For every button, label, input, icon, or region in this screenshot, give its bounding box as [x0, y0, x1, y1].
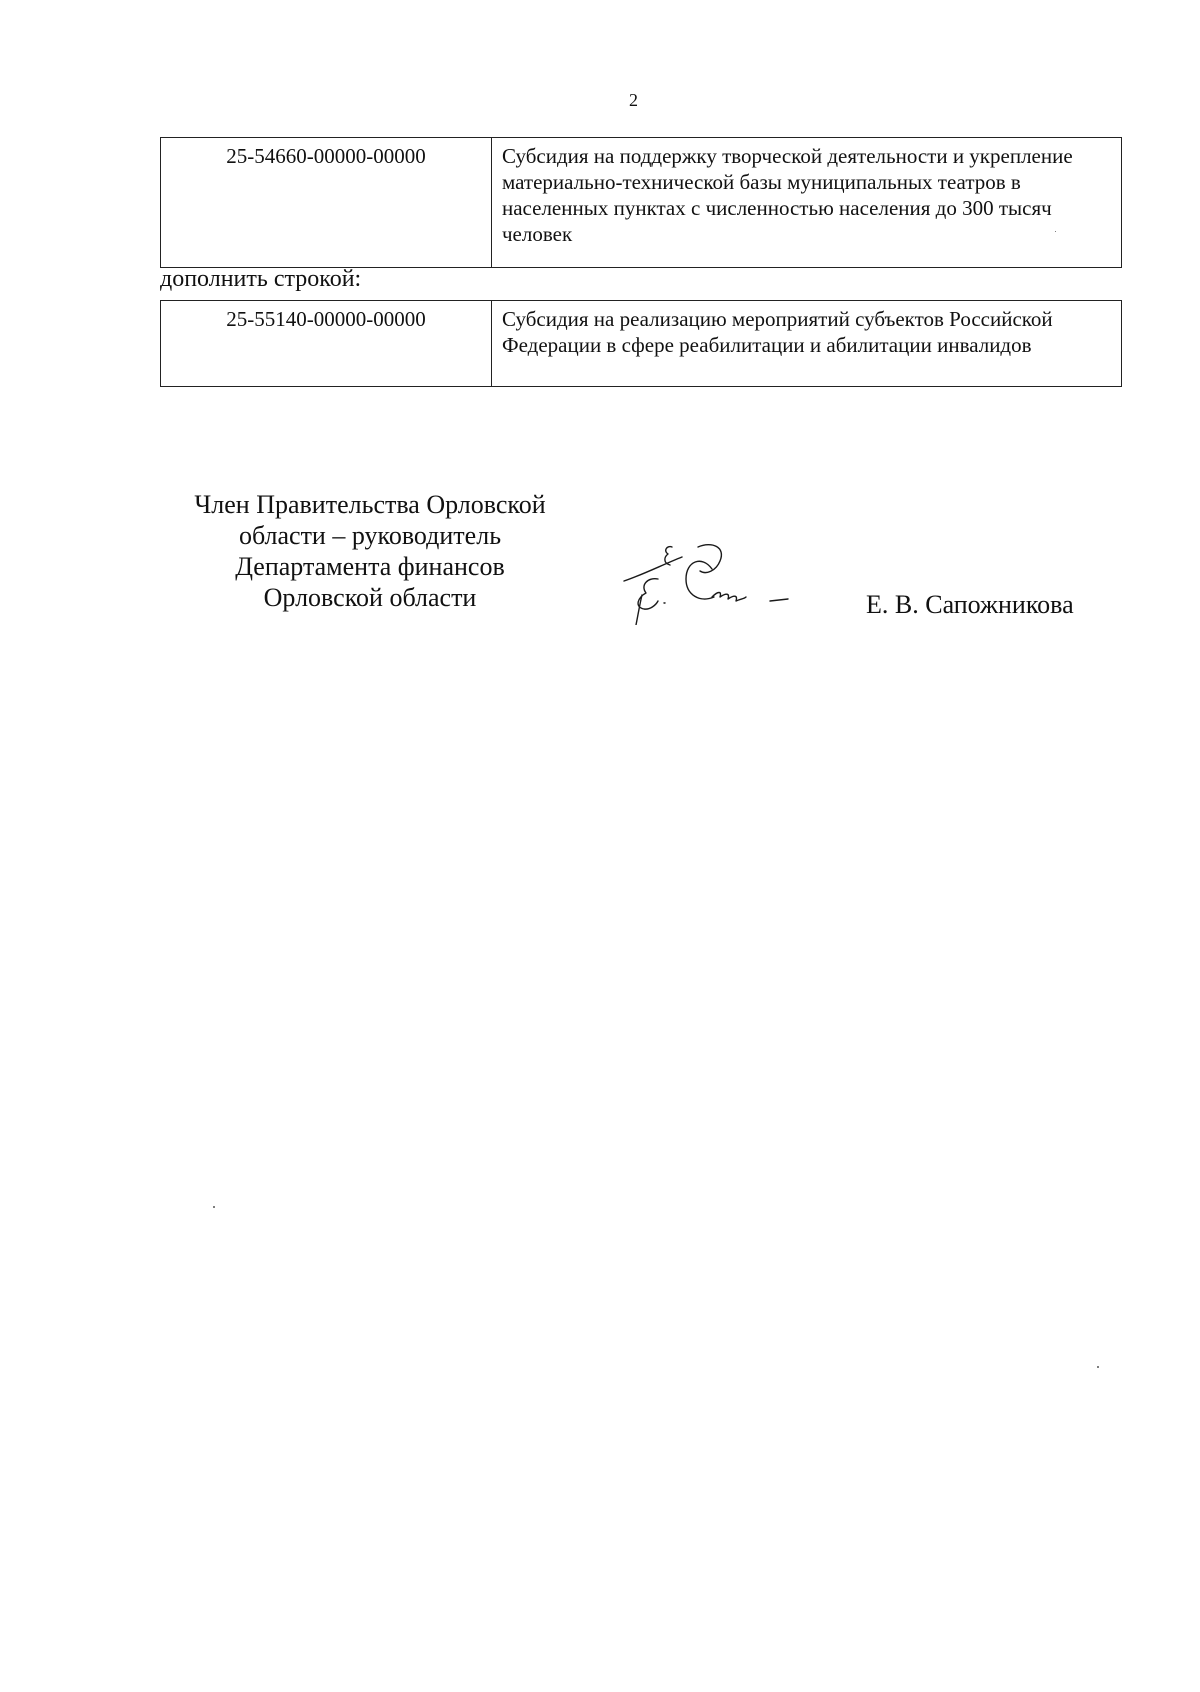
scan-speck [1097, 1366, 1099, 1368]
handwritten-signature [620, 535, 800, 625]
table-row [161, 301, 1122, 387]
scan-speck [1055, 231, 1056, 232]
description-cell: Субсидия на поддержку творческой деятельности и укрепление материально-технической базы муниципальных театров в населенных пунктах с численностью населения до 300 тысяч человек [492, 138, 1122, 268]
budget-codes-table [160, 137, 1122, 268]
budget-code-cell: 25-54660-00000-00000 [161, 138, 492, 268]
scan-speck [213, 1206, 215, 1208]
signer-name: Е. В. Сапожникова [866, 590, 1074, 619]
signer-position-line: Член Правительства Орловской [194, 490, 546, 519]
page-number: 2 [629, 90, 638, 110]
signer-position-line: Департамента финансов [235, 552, 505, 581]
added-codes-table [160, 300, 1122, 387]
description-cell: Субсидия на реализацию мероприятий субъектов Российской Федерации в сфере реабилитации и абилитации инвалидов [492, 301, 1122, 387]
budget-code-cell: 25-55140-00000-00000 [161, 301, 492, 387]
add-row-label: дополнить строкой: [160, 266, 362, 292]
signer-position [160, 489, 580, 613]
table-row [161, 138, 1122, 268]
signer-position-line: Орловской области [263, 583, 477, 612]
signer-position-line: области – руководитель [238, 521, 502, 550]
